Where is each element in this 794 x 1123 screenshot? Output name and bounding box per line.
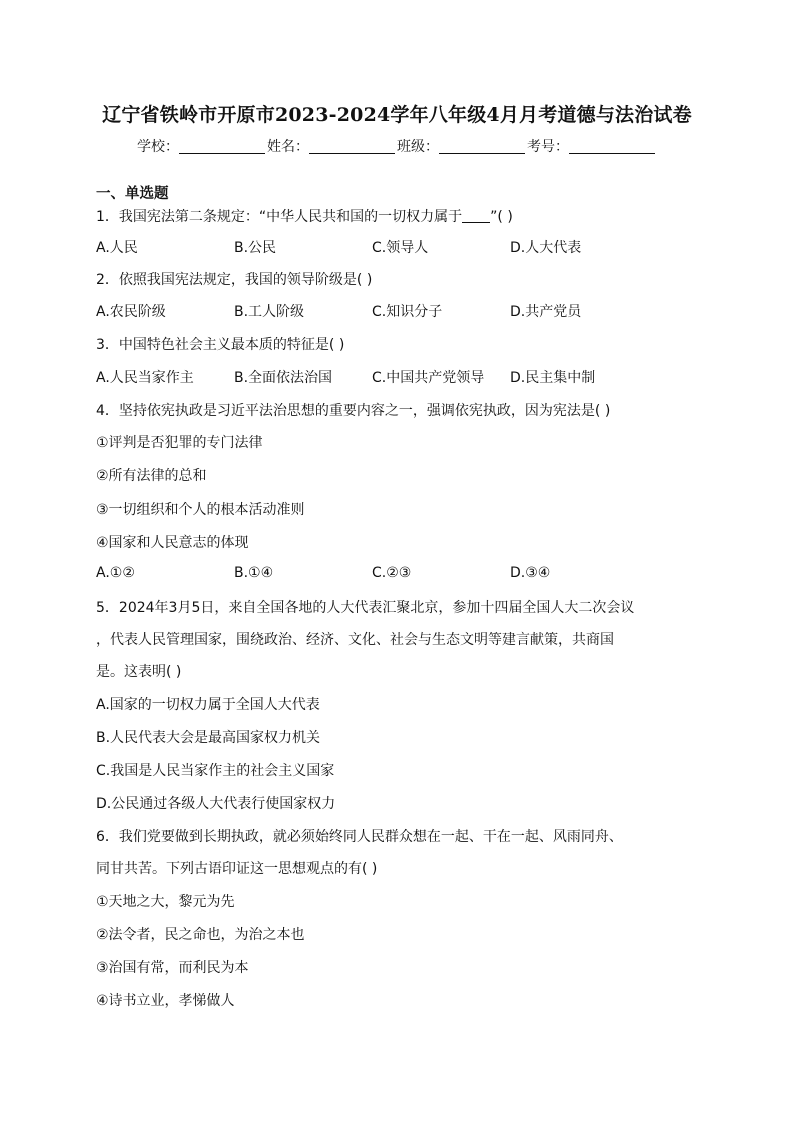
q1-option-a[interactable]: A.人民 [96, 240, 138, 256]
q3-option-b[interactable]: B.全面依法治国 [234, 370, 333, 386]
q4-statement-4: ④国家和人民意志的体现 [96, 535, 249, 551]
question-6-stem-line-2: 同甘共苦。下列古语印证这一思想观点的有( ) [96, 861, 378, 877]
class-blank[interactable] [439, 139, 525, 154]
question-2-stem: 2．依照我国宪法规定，我国的领导阶级是( ) [96, 272, 373, 288]
q4-statement-3: ③一切组织和个人的根本活动准则 [96, 502, 305, 518]
q4-option-b[interactable]: B.①④ [234, 565, 274, 581]
q6-statement-2: ②法令者，民之命也，为治之本也 [96, 927, 305, 943]
question-1-stem-end: ”( ) [490, 209, 513, 225]
q3-option-c[interactable]: C.中国共产党领导 [372, 370, 485, 386]
q4-statement-2: ②所有法律的总和 [96, 468, 207, 484]
q5-option-b[interactable]: B.人民代表大会是最高国家权力机关 [96, 730, 321, 746]
question-5-stem-line-2: ，代表人民管理国家，围绕政治、经济、文化、社会与生态文明等建言献策，共商国 [96, 632, 614, 648]
section-heading: 一、单选题 [96, 185, 169, 202]
q3-option-a[interactable]: A.人民当家作主 [96, 370, 194, 386]
school-label: 学校： [137, 139, 179, 155]
q2-option-c[interactable]: C.知识分子 [372, 304, 443, 320]
exam-no-blank[interactable] [569, 139, 655, 154]
q1-option-c[interactable]: C.领导人 [372, 240, 429, 256]
school-blank[interactable] [179, 139, 265, 154]
q3-option-d[interactable]: D.民主集中制 [510, 370, 596, 386]
q6-statement-3: ③治国有常，而利民为本 [96, 960, 249, 976]
q4-option-d[interactable]: D.③④ [510, 565, 551, 581]
q2-option-b[interactable]: B.工人阶级 [234, 304, 305, 320]
q2-option-a[interactable]: A.农民阶级 [96, 304, 166, 320]
question-3-stem: 3．中国特色社会主义最本质的特征是( ) [96, 337, 345, 353]
q4-statement-1: ①评判是否犯罪的专门法律 [96, 435, 263, 451]
q4-option-c[interactable]: C.②③ [372, 565, 412, 581]
exam-no-label: 考号： [527, 139, 569, 155]
name-blank[interactable] [309, 139, 395, 154]
q5-option-c[interactable]: C.我国是人民当家作主的社会主义国家 [96, 763, 335, 779]
question-5-stem-line-3: 是。这表明( ) [96, 664, 182, 680]
question-4-stem: 4．坚持依宪执政是习近平法治思想的重要内容之一，强调依宪执政，因为宪法是( ) [96, 403, 611, 419]
q4-option-a[interactable]: A.①② [96, 565, 135, 581]
q5-option-d[interactable]: D.公民通过各级人大代表行使国家权力 [96, 796, 336, 812]
page-title: 辽宁省铁岭市开原市2023-2024学年八年级4月月考道德与法治试卷 [102, 104, 692, 126]
student-info-row [0, 136, 794, 156]
name-label: 姓名： [267, 139, 309, 155]
answer-blank [462, 210, 490, 223]
q1-option-d[interactable]: D.人大代表 [510, 240, 582, 256]
class-label: 班级： [397, 139, 439, 155]
question-6-stem-line-1: 6．我们党要做到长期执政，就必须始终同人民群众想在一起、干在一起、风雨同舟、 [96, 829, 623, 845]
question-5-stem-line-1: 5．2024年3月5日，来自全国各地的人大代表汇聚北京，参加十四届全国人大二次会议 [96, 600, 635, 616]
q6-statement-4: ④诗书立业，孝悌做人 [96, 993, 235, 1009]
q6-statement-1: ①天地之大，黎元为先 [96, 894, 235, 910]
question-1-stem [96, 206, 513, 226]
q1-option-b[interactable]: B.公民 [234, 240, 277, 256]
question-1-stem-text: 1．我国宪法第二条规定：“中华人民共和国的一切权力属于 [96, 209, 463, 225]
q5-option-a[interactable]: A.国家的一切权力属于全国人大代表 [96, 697, 320, 713]
q2-option-d[interactable]: D.共产党员 [510, 304, 582, 320]
